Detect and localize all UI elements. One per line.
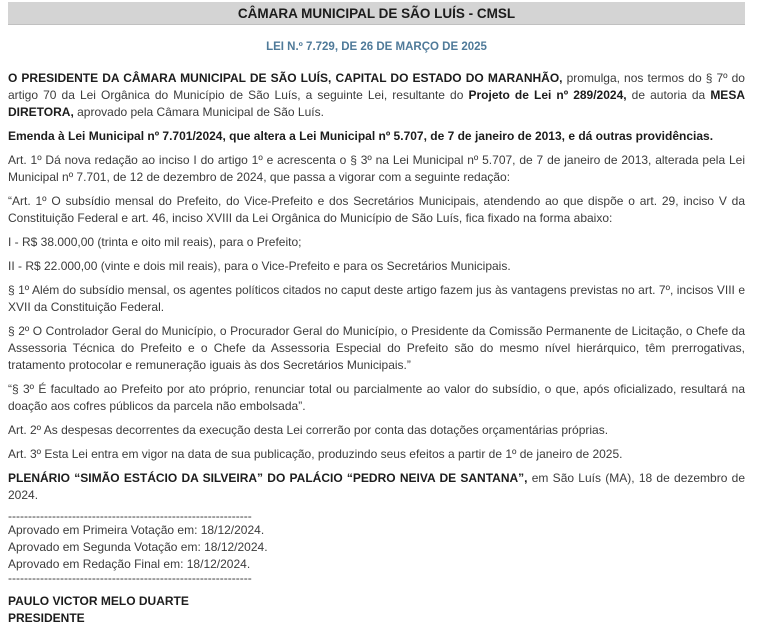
paragraph bbox=[8, 234, 745, 251]
text-run: I - R$ 38.000,00 (trinta e oito mil reais), para o Prefeito; bbox=[8, 235, 302, 249]
document-blocks bbox=[8, 70, 745, 627]
paragraph bbox=[8, 381, 745, 415]
text-run: “§ 3º É facultado ao Prefeito por ato próprio, renunciar total ou parcialmente ao valor do subsídio, o que, após oficializado, resultará na doação aos cofres públicos da parcela não embolsada”. bbox=[8, 382, 745, 413]
paragraph bbox=[8, 152, 745, 186]
text-run: de autoria da bbox=[626, 88, 711, 102]
text-run: Art. 2º As despesas decorrentes da execução desta Lei correrão por conta das dotações orçamentárias próprias. bbox=[8, 423, 609, 437]
text-run: Aprovado em Segunda Votação em: 18/12/2024. bbox=[8, 540, 268, 554]
paragraph bbox=[8, 422, 745, 439]
paragraph bbox=[8, 522, 745, 539]
text-run: Aprovado em Primeira Votação em: 18/12/2024. bbox=[8, 523, 265, 537]
page-title: CÂMARA MUNICIPAL DE SÃO LUÍS - CMSL bbox=[237, 6, 516, 21]
paragraph bbox=[8, 193, 745, 227]
paragraph bbox=[8, 610, 745, 627]
text-run: II - R$ 22.000,00 (vinte e dois mil reais), para o Vice-Prefeito e para os Secretários Municipais. bbox=[8, 259, 511, 273]
text-run: em São Luís (MA), 18 de dezembro de 2024. bbox=[8, 471, 745, 502]
text-run: promulga, nos termos do § 7º do artigo 70 da Lei Orgânica do Município de São Luís, a seguinte Lei, resultante do bbox=[8, 71, 745, 102]
text-run: § 2º O Controlador Geral do Município, o Procurador Geral do Município, o Presidente da Comissão Permanente de Licitação, o Chefe da Assessoria Técnica do Prefeito e o Chefe da Assessoria Especial do Prefeito são do mesmo nível hierárquico, têm prerrogativas, tratamento protocolar e remuneração iguais às dos Secretários Municipais.” bbox=[8, 324, 745, 372]
bold-text-run: MESA DIRETORA, bbox=[8, 88, 745, 119]
text-run: ------------------------------------------------------------- bbox=[8, 509, 252, 523]
bold-text-run: PLENÁRIO “SIMÃO ESTÁCIO DA SILVEIRA” DO PALÁCIO “PEDRO NEIVA DE SANTANA”, bbox=[8, 471, 528, 485]
bold-text-run: PRESIDENTE bbox=[8, 611, 85, 625]
header-bar bbox=[8, 2, 745, 25]
separator-line bbox=[8, 573, 745, 584]
paragraph bbox=[8, 446, 745, 463]
paragraph bbox=[8, 282, 745, 316]
text-run: Art. 1º Dá nova redação ao inciso I do artigo 1º e acrescenta o § 3º na Lei Municipal nº 5.707, de 7 de janeiro de 2013, alterada pela Lei Municipal nº 7.701, de 12 de dezembro de 2024, que passa a vigorar com a seguinte redação: bbox=[8, 153, 745, 184]
bold-text-run: O PRESIDENTE DA CÂMARA MUNICIPAL DE SÃO LUÍS, CAPITAL DO ESTADO DO MARANHÃO, bbox=[8, 71, 563, 85]
bold-text-run: PAULO VICTOR MELO DUARTE bbox=[8, 594, 189, 608]
paragraph bbox=[8, 539, 745, 556]
text-run: Art. 3º Esta Lei entra em vigor na data de sua publicação, produzindo seus efeitos a partir de 1º de janeiro de 2025. bbox=[8, 447, 623, 461]
paragraph bbox=[8, 128, 745, 145]
paragraph bbox=[8, 258, 745, 275]
separator-line bbox=[8, 511, 745, 522]
text-run: “Art. 1º O subsídio mensal do Prefeito, do Vice-Prefeito e dos Secretários Municipais, atendendo ao que dispõe o art. 29, inciso V da Constituição Federal e art. 46, inciso XVIII da Lei Orgânica do Município de São Luís, fica fixado na forma abaixo: bbox=[8, 194, 745, 225]
text-run: aprovado pela Câmara Municipal de São Luís. bbox=[73, 105, 324, 119]
paragraph bbox=[8, 70, 745, 121]
law-number-subtitle: LEI N.º 7.729, DE 26 DE MARÇO DE 2025 bbox=[266, 41, 487, 53]
bold-text-run: Emenda à Lei Municipal nº 7.701/2024, que altera a Lei Municipal nº 5.707, de 7 de janeiro de 2013, e dá outras providências. bbox=[8, 129, 714, 143]
text-run: Aprovado em Redação Final em: 18/12/2024. bbox=[8, 557, 251, 571]
text-run: § 1º Além do subsídio mensal, os agentes políticos citados no caput deste artigo fazem jus às vantagens previstas no art. 7º, incisos VIII e XVII da Constituição Federal. bbox=[8, 283, 745, 314]
paragraph bbox=[8, 470, 745, 504]
bold-text-run: Projeto de Lei nº 289/2024, bbox=[468, 88, 627, 102]
paragraph bbox=[8, 323, 745, 374]
paragraph bbox=[8, 593, 745, 610]
text-run: ------------------------------------------------------------- bbox=[8, 571, 252, 585]
